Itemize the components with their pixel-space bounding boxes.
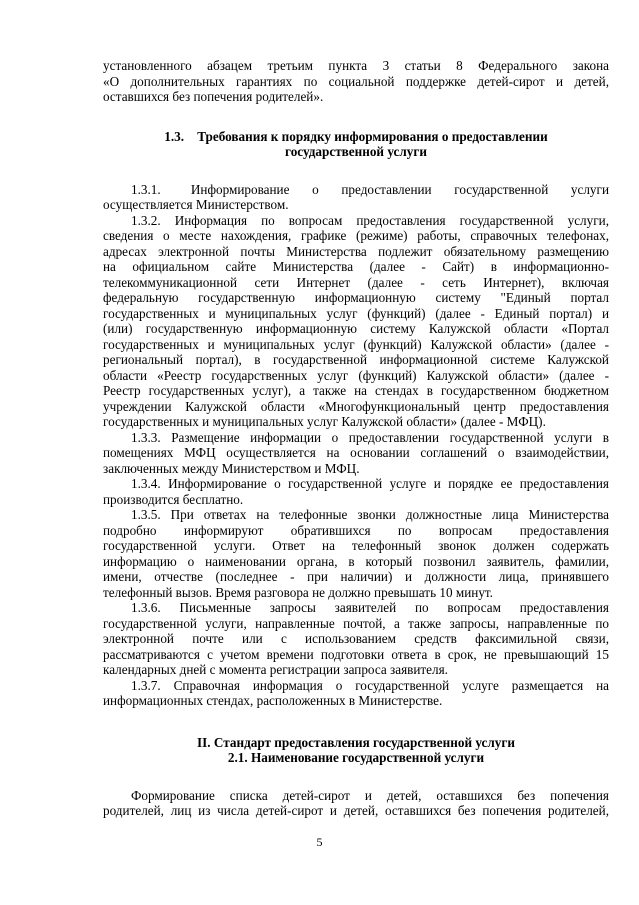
text-line: электронной почте или с использованием средств факсимильной связи, <box>103 631 609 646</box>
text-line: Реестр государственных услуг), а также на стендах в государственном бюджетном <box>103 383 609 398</box>
text-line: учреждении Калужской области «Многофункциональный центр предоставления <box>103 398 609 414</box>
text-line: Формирование списка детей-сирот и детей, оставшихся без попечения <box>131 787 609 803</box>
section-2-heading <box>103 735 609 766</box>
text-line: сведения о месте нахождения, графике (режиме) работы, справочных телефонах, <box>103 228 609 243</box>
paragraph-1-3-2 <box>103 213 609 430</box>
text-line: 1.3.6. Письменные запросы заявителей по вопросам предоставления <box>131 600 609 615</box>
heading-line: государственной услуги <box>285 144 427 159</box>
text-line: 1.3.2. Информация по вопросам предоставления государственной услуги, <box>131 212 609 228</box>
paragraph-1-3-7 <box>103 678 609 709</box>
text-line: родителей, лиц из числа детей-сирот и детей, оставшихся без попечения родителей, <box>103 803 609 818</box>
text-line: государственной услуги. Ответ на телефонный звонок должен содержать <box>103 538 609 553</box>
text-line: заключенных между Министерством и МФЦ. <box>103 460 360 476</box>
text-line: государственных и муниципальных услуг (функций) Калужской области» (далее - <box>103 336 609 352</box>
opening-paragraph <box>103 58 609 105</box>
text-line: 1.3.3. Размещение информации о предоставлении государственной услуги в <box>131 429 609 445</box>
text-line: 1.3.5. При ответах на телефонные звонки должностные лица Министерства <box>131 507 609 522</box>
section-1-3-heading <box>103 129 609 160</box>
text-line: телекоммуникационной сети Интернет (далее - сеть Интернет), включая <box>103 274 609 290</box>
text-line: рассматриваются с учетом времени подготовки ответа в срок, не превышающий 15 <box>103 646 609 662</box>
text-line: информацию о наименовании органа, в который позвонил заявитель, фамилии, <box>103 553 609 569</box>
paragraph-1-3-5 <box>103 507 609 600</box>
text-line: региональный портал), в государственной информационной системе Калужской <box>103 352 609 367</box>
heading-line: II. Стандарт предоставления государственной услуги <box>197 734 515 750</box>
paragraph-1-3-6 <box>103 600 609 678</box>
text-line: календарных дней с момента регистрации запроса заявителя. <box>103 662 448 677</box>
text-line: «О дополнительных гарантиях по социальной поддержке детей-сирот и детей, <box>103 73 609 89</box>
text-line: подробно информируют обратившихся по вопросам предоставления <box>103 522 609 538</box>
paragraph-1-3-1 <box>103 182 609 213</box>
paragraph-1-3-4 <box>103 476 609 507</box>
heading-line: 1.3. Требования к порядку информирования о предоставлении <box>164 128 548 144</box>
text-line: 1.3.4. Информирование о государственной услуге и порядке ее предоставления <box>131 476 609 491</box>
text-line: телефонный вызов. Время разговора не должно превышать 10 минут. <box>103 584 493 600</box>
paragraph-1-3-3 <box>103 430 609 477</box>
text-line: установленного абзацем третьим пункта 3 статьи 8 Федерального закона <box>103 58 609 73</box>
text-line: области «Реестр государственных услуг (функций) Калужской области» (далее - <box>103 367 609 383</box>
text-line: производится бесплатно. <box>103 491 244 507</box>
paragraph-2-1 <box>103 788 609 819</box>
text-line: 1.3.1. Информирование о предоставлении государственной услуги <box>131 181 609 197</box>
text-line: государственных и муниципальных услуг (функций) (далее - Единый портал) и <box>103 305 609 321</box>
heading-line: 2.1. Наименование государственной услуги <box>227 750 485 765</box>
text-line: адресах электронной почты Министерства подлежит обязательному размещению <box>103 243 609 259</box>
text-line: оставшихся без попечения родителей». <box>103 89 324 104</box>
page-number: 5 <box>316 835 323 849</box>
text-line: государственной услуги, направленные почтой, а также запросы, направленные по <box>103 615 609 631</box>
text-line: на официальном сайте Министерства (далее - Сайт) в информационно- <box>103 259 609 274</box>
text-line: имени, отчестве (последнее - при наличии) и должности лица, принявшего <box>103 569 609 584</box>
text-line: 1.3.7. Справочная информация о государственной услуге размещается на <box>131 677 609 693</box>
text-line: (или) государственную информационную систему Калужской области «Портал <box>103 321 609 336</box>
text-line: государственных и муниципальных услуг Калужской области» (далее - МФЦ). <box>103 414 546 429</box>
text-line: осуществляется Министерством. <box>103 197 289 212</box>
text-line: федеральную государственную информационную систему "Единый портал <box>103 290 609 305</box>
text-line: информационных стендах, расположенных в Министерстве. <box>103 693 443 708</box>
text-line: помещениях МФЦ осуществляется на основании соглашений о взаимодействии, <box>103 445 609 460</box>
